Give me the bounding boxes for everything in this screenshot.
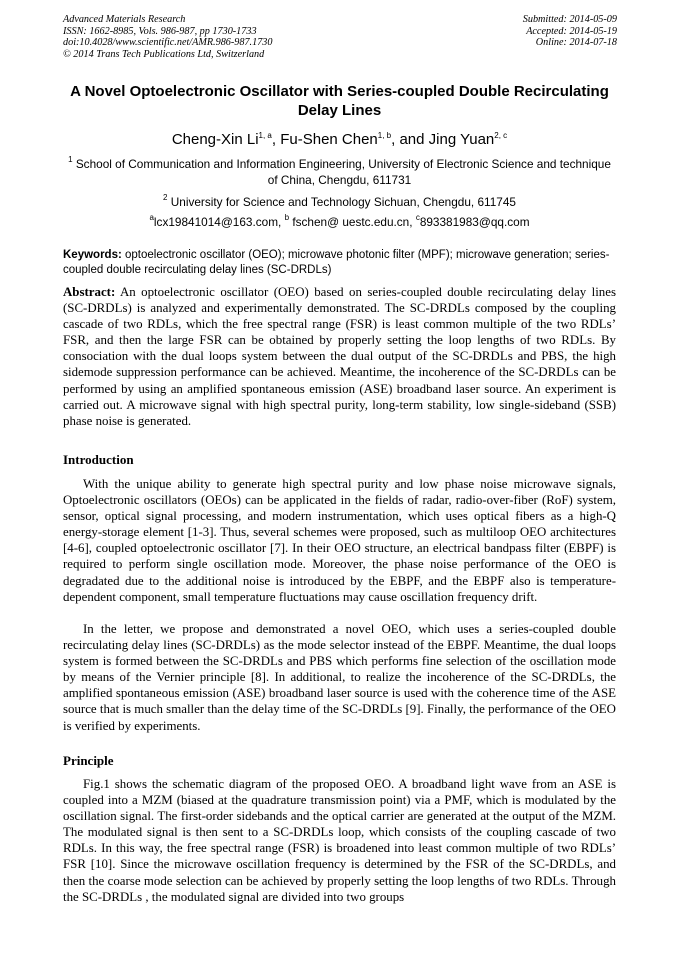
principle-paragraph-1: Fig.1 shows the schematic diagram of the proposed OEO. A broadband light wave from an ASE is coupled into a MZM (biased at the quadrature transmission point) via a PMF, which is modulated by the oscillation signal. The first-order sidebands and the optical carrier are generated at the output of the MZM. The modulated signal is then sent to a SC-DRDLs loop, which consists of the coupling cascade of two RDLs. In this way, the free spectral range (FSR) is broadened into least common multiple of two RDLs’ FSR [10]. Since the microwave oscillation frequency is determined by the FSR of the SC-DRDLs, and then the coarse mode selection can be achieved by properly setting the loop lengths of two RDLs. Through the SC-DRDLs , the modulated signal are divided into two groups [63,777,616,904]
keywords-text: optoelectronic oscillator (OEO); microwave photonic filter (MPF); microwave generation; series-coupled double recirculating delay lines (SC-DRDLs) [63,249,610,276]
keywords-block [63,248,616,277]
introduction-paragraph-2: In the letter, we propose and demonstrated a novel OEO, which uses a series-coupled double recirculating delay lines (SC-DRDLs) as the mode selector instead of the EBPF. Meantime, the dual loops system is formed between the SC-DRDLs and PBS which performs fine selection of the oscillation mode by means of the Vernier principle [8]. In additional, to realize the incoherence of the SC-DRDLs, the amplified spontaneous emission (ASE) broadband laser source is used with the coherence time of the ASE source that is much smaller than the delay time of the SC-DRDLs [9]. Finally, the performance of the OEO is verified by experiments. [63,622,616,733]
author-name: Cheng-Xin Li [171,131,259,148]
abstract-text: An optoelectronic oscillator (OEO) based on series-coupled double recirculating delay lines (SC-DRDLs) is analyzed and experimentally demonstrated. The SC-DRDLs composed by the coupling cascade of two RDLs, which the free spectral range (FSR) is least common multiple of the two RDLs’ FSR, and then the large FSR can be obtained by properly setting the loop lengths of two RDLs. By consociation with the dual loops system between the dual output of the SC-DRDLs and PBS, the high sidemode suppression performance can be achieved. Meantime, the incoherence of the SC-DRDLs can be performed by using an amplified spontaneous emission (ASE) broadband laser source. An experiment is carried out. A microwave signal with high spectral purity, long-term stability, low single-sideband (SSB) phase noise is generated. [63,285,616,428]
email-mark: a [149,213,154,222]
author-separator: , [271,131,281,148]
author-affiliation-mark: 1, a [258,131,272,140]
author-list [63,131,616,149]
accepted-date: Accepted: 2014-05-19 [526,25,617,37]
affiliation-2 [63,195,616,211]
paper-title: A Novel Optoelectronic Oscillator with Series-coupled Double Recirculating Delay Lines [70,83,609,119]
author-name: Fu-Shen Chen [280,131,378,148]
journal-header [63,14,272,60]
email-mark: c [415,213,420,222]
author-name: Jing Yuan [428,131,495,148]
affiliation-text: School of Communication and Information Engineering, University of Electronic Science and technique of China, Chengdu, 611731 [75,157,611,187]
dates-header [523,14,617,49]
author-affiliation-mark: 2, c [494,131,508,140]
email-mark: b [284,213,290,222]
email-list [63,215,616,230]
affiliation-text: University for Science and Technology Sichuan, Chengdu, 611745 [170,195,516,209]
journal-name: Advanced Materials Research [63,14,186,25]
email-link[interactable]: 893381983@qq.com [419,215,530,229]
keywords-label: Keywords: [63,249,122,261]
introduction-paragraph-1: With the unique ability to generate high spectral purity and low phase noise microwave signals, Optoelectronic oscillators (OEOs) can be applicated in the fields of radar, radio-over-fiber (RoF) system, sensor, optical signal processing, and modern instrumentation, which uses optical fibers as a high-Q energy-storage element [1-3]. Thus, several schemes were proposed, such as multiloop OEO architectures [4-6], coupled optoelectronic oscillator [7]. In their OEO structure, an electrical bandpass filter (EBPF) is required to perform single oscillation mode. Moreover, the phase noise performance of the OEO is degradated due to the additional noise is introduced by the EBPF, and the EBPF also is temperature-dependent component, small temperature fluctuations may cause oscillation frequency drift. [63,477,616,604]
section-heading-principle: Principle [63,753,114,768]
doi-line: doi:10.4028/www.scientific.net/AMR.986-987.1730 [63,37,273,49]
section-heading-introduction: Introduction [63,452,134,467]
online-date: Online: 2014-07-18 [535,37,617,49]
copyright-line: © 2014 Trans Tech Publications Ltd, Switzerland [63,48,265,60]
affiliation-number: 2 [163,193,168,202]
submitted-date: Submitted: 2014-05-09 [522,14,617,25]
abstract-label: Abstract: [63,285,116,299]
abstract-block [63,284,616,429]
email-link[interactable]: lcx19841014@163.com, [153,215,282,229]
affiliation-1 [63,157,616,188]
author-separator: , and [391,131,429,148]
affiliation-number: 1 [68,155,73,164]
email-link[interactable]: fschen@ uestc.edu.cn, [292,215,413,229]
issn-line: ISSN: 1662-8985, Vols. 986-987, pp 1730-1733 [63,25,257,37]
author-affiliation-mark: 1, b [377,131,392,140]
